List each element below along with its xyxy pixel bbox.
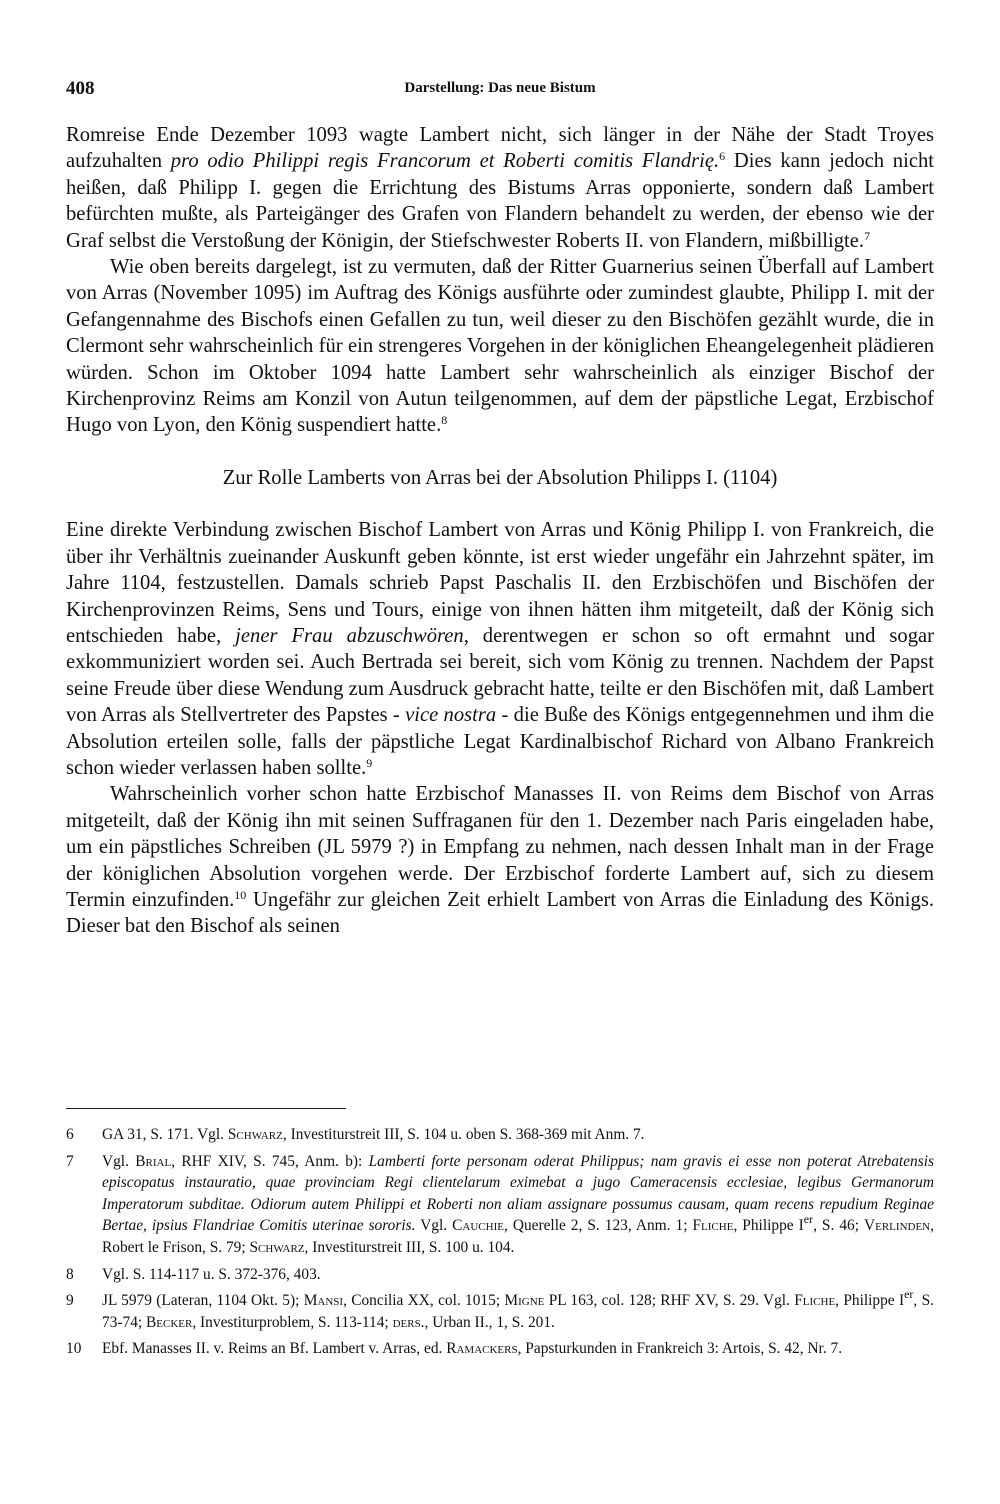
main-text (66, 122, 934, 940)
footnote-ref: 10 (234, 887, 247, 902)
paragraph-4 (66, 781, 934, 939)
text-run: Vgl. (415, 1217, 453, 1235)
text-run: , Philippe I (733, 1217, 804, 1235)
text-run: JL 5979 (Lateran, 1104 Okt. 5); (102, 1292, 304, 1310)
running-head: Darstellung: Das neue Bistum (404, 80, 596, 96)
author-name: Cauchie (452, 1217, 504, 1235)
author-name: Ramackers (446, 1340, 518, 1358)
text-run: , Philippe I (835, 1292, 905, 1310)
italic-phrase: jener Frau abzuschwören (235, 624, 464, 647)
text-run: - die Buße des Königs entgegennehmen und ihm die Absolution erteilen solle, falls der päpstliche Legat Kardinalbischof Richard von Albano Frankreich schon wieder verlassen haben sollte. (66, 704, 934, 779)
footnote-10 (66, 1338, 934, 1360)
author-name: Migne (504, 1292, 545, 1310)
text-run: Romreise Ende Dezember 1093 wagte Lambert nicht, sich länger in der Nähe der Stadt Troyes aufzuhalten (66, 124, 934, 173)
text-run: Vgl. (102, 1152, 136, 1170)
section-heading: Zur Rolle Lamberts von Arras bei der Absolution Philipps I. (1104) (222, 466, 778, 489)
text-run: , Investiturproblem, S. 113-114; (192, 1313, 393, 1331)
footnote-divider (66, 1108, 346, 1109)
footnote-number: 9 (66, 1292, 74, 1310)
author-name: Mansi (303, 1292, 344, 1310)
footnote-number: 8 (66, 1265, 74, 1283)
superscript: er (803, 1212, 814, 1227)
author-name: Schwarz (227, 1126, 283, 1143)
footnote-ref: 8 (441, 413, 448, 428)
text-run: , Papsturkunden in Frankreich 3: Artois, S. 42, Nr. 7. (517, 1340, 843, 1358)
footnote-ref: 9 (366, 755, 373, 770)
author-name: Fliche (794, 1292, 836, 1310)
text-run: , S. 73-74; (102, 1292, 934, 1331)
footnotes (66, 1124, 934, 1365)
text-run: Vgl. S. 114-117 u. S. 372-376, 403. (102, 1265, 321, 1283)
author-name: Brial (135, 1152, 172, 1170)
footnote-8 (66, 1264, 934, 1286)
text-run: , derentwegen er schon so oft ermahnt und sogar exkommuniziert worden sei. Auch Bertrada sei bereit, sich vom König zu trennen. Nachdem der Papst seine Freude über diese Wendung zum Ausdruck gebracht hatte, teilte er den Bischöfen mit, daß Lambert von Arras als Stellvertreter des Papstes - (66, 624, 934, 727)
text-run: , Investiturstreit III, S. 104 u. oben S. 368-369 mit Anm. 7. (282, 1126, 645, 1143)
text-run: , Concilia XX, col. 1015; (343, 1292, 505, 1310)
text-run: Dies kann jedoch nicht heißen, daß Philipp I. gegen die Errichtung des Bistums Arras opponierte, sondern daß Lambert befürchten mußte, als Parteigänger des Grafen von Flandern behandelt zu werden, der ebenso wie der Graf selbst die Verstoßung der Königin, der Stiefschwester Roberts II. von Flandern, mißbilligte. (66, 150, 934, 252)
footnote-number: 10 (66, 1340, 82, 1358)
text-run: Ungefähr zur gleichen Zeit erhielt Lambert von Arras die Einladung des Königs. Dieser bat den Bischof als seinen (66, 888, 934, 938)
footnote-6 (66, 1124, 934, 1146)
author-name: Schwarz (249, 1238, 305, 1256)
paragraph-1 (66, 122, 934, 254)
latin-quote: Lamberti forte personam oderat Philippus; nam gravis ei esse non poterat Atrebatensis episcopatus instauratio, quae provinciam Regi clientelarum eximebat a jugo Cameracensis ecclesiae, legibus Germanorum Imperatorum subditae. Odiorum autem Philippi et Roberti non aliam assignare possumus causam, quam recens repudium Reginae Bertae, ipsius Flandriae Comitis uterinae sororis. (102, 1152, 934, 1235)
footnote-9 (66, 1287, 934, 1333)
text-run: PL 163, col. 128; RHF XV, S. 29. Vgl. (544, 1292, 795, 1310)
text-run: Ebf. Manasses II. v. Reims an Bf. Lambert v. Arras, ed. (102, 1340, 447, 1358)
author-name: Verlinden (864, 1217, 931, 1235)
text-run: , Robert le Frison, S. 79; (102, 1217, 934, 1256)
text-run: , Urban II., 1, S. 201. (424, 1313, 555, 1331)
latin-phrase: vice nostra (405, 704, 497, 727)
page-number: 408 (66, 78, 95, 99)
text-run: Eine direkte Verbindung zwischen Bischof Lambert von Arras und König Philipp I. von Frankreich, die über ihr Verhältnis zueinander Auskunft geben könnte, ist erst wieder ungefähr ein Jahrzehnt später, im Jahre 1104, festzustellen. Damals schrieb Papst Paschalis II. den Erzbischöfen und Bischöfen der Kirchenprovinzen Reims, Sens und Tours, einige von ihnen hätten ihm mitgeteilt, daß der König sich entschieden habe, (66, 519, 934, 647)
superscript: er (904, 1287, 914, 1302)
footnote-number: 6 (66, 1126, 74, 1143)
footnote-ref: 7 (864, 228, 871, 243)
page-header (66, 78, 934, 100)
paragraph-3 (66, 517, 934, 781)
author-name: Becker (146, 1313, 193, 1331)
text-run: , RHF XIV, S. 745, Anm. b): (171, 1152, 369, 1170)
text-run: , S. 46; (813, 1217, 865, 1235)
footnote-7 (66, 1151, 934, 1259)
footnote-number: 7 (66, 1152, 74, 1170)
author-name: Fliche (692, 1217, 734, 1235)
text-run: , Investiturstreit III, S. 100 u. 104. (304, 1238, 515, 1256)
book-page (66, 0, 934, 1504)
text-run: Wie oben bereits dargelegt, ist zu vermuten, daß der Ritter Guarnerius seinen Überfall auf Lambert von Arras (November 1095) im Auftrag des Königs ausführte oder zumindest glaubte, Philipp I. mit der Gefangennahme des Bischofs einen Gefallen zu tun, weil dieser zu den Bischöfen gezählt wurde, die in Clermont sehr wahrscheinlich für ein strengeres Vorgehen in der königlichen Eheangelegenheit plädieren würden. Schon im Oktober 1094 hatte Lambert sehr wahrscheinlich als einziger Bischof der Kirchenprovinz Reims am Konzil von Autun teilgenommen, auf dem der päpstliche Legat, Erzbischof Hugo von Lyon, den König suspendiert hatte. (66, 256, 934, 437)
text-run: , Querelle 2, S. 123, Anm. 1; (503, 1217, 693, 1235)
footnote-ref: 6 (719, 149, 726, 164)
paragraph-2 (66, 254, 934, 439)
text-run: Wahrscheinlich vorher schon hatte Erzbischof Manasses II. von Reims dem Bischof von Arras mitgeteilt, daß der König ihn mit seinen Suffraganen für den 1. Dezember nach Paris eingeladen habe, um ein päpstliches Schreiben (JL 5979 ?) in Empfang zu nehmen, nach dessen Inhalt man in der Frage der königlichen Absolution vorgehen werde. Der Erzbischof forderte Lambert auf, sich zu diesem Termin einzufinden. (66, 783, 934, 911)
text-run: GA 31, S. 171. Vgl. (102, 1126, 228, 1143)
latin-quote: pro odio Philippi regis Francorum et Roberti comitis Flandrię. (170, 150, 720, 173)
author-name: ders. (392, 1313, 425, 1331)
